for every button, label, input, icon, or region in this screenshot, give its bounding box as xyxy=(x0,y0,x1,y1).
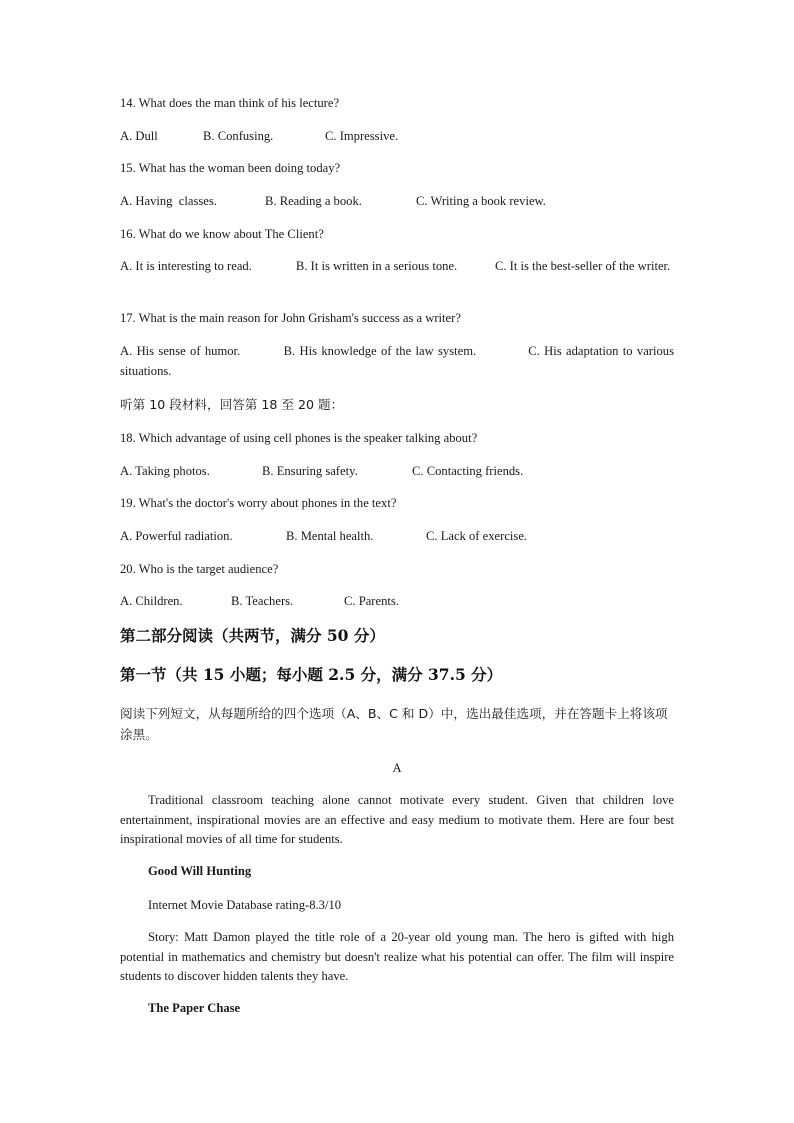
option-a: A. Having classes. xyxy=(120,194,217,208)
question-18-options xyxy=(120,462,680,481)
material-10-instruction: 听第 10 段材料，回答第 18 至 20 题： xyxy=(120,397,344,412)
movie-1-story: Story: Matt Damon played the title role of a 20-year old young man. The hero is gifted with high potential in mathematics and chemistry but doesn't realize what his potential can offer. The film will inspire students to discover hidden talents they have. xyxy=(120,930,674,983)
question-15-stem: 15. What has the woman been doing today? xyxy=(120,161,341,175)
question-20-options xyxy=(120,592,680,611)
question-14-options xyxy=(120,127,680,146)
option-b: B. Confusing. xyxy=(203,129,274,143)
movie-1-rating: Internet Movie Database rating-8.3/10 xyxy=(148,898,342,912)
section1-heading: 第一节（共 15 小题；每小题 2.5 分，满分 37.5 分） xyxy=(120,665,503,684)
question-20-stem: 20. Who is the target audience? xyxy=(120,562,279,576)
movie-2-title: The Paper Chase xyxy=(148,1001,241,1015)
option-a: A. Powerful radiation. xyxy=(120,529,233,543)
option-c: C. Writing a book review. xyxy=(416,194,546,208)
option-b: B. Ensuring safety. xyxy=(262,464,358,478)
question-16-options: A. It is interesting to read. B. It is written in a serious tone. C. It is the best-seller of the writer. xyxy=(120,259,671,273)
option-c: C. Impressive. xyxy=(325,129,399,143)
reading-instruction: 阅读下列短文，从每题所给的四个选项（A、B、C 和 D）中，选出最佳选项，并在答题卡上将该项涂黑。 xyxy=(120,706,668,742)
option-b: B. Teachers. xyxy=(231,594,294,608)
question-16-stem: 16. What do we know about The Client? xyxy=(120,227,324,241)
option-c: C. Parents. xyxy=(344,594,399,608)
option-c: C. Contacting friends. xyxy=(412,464,524,478)
passage-letter: A xyxy=(392,761,402,775)
question-17-stem: 17. What is the main reason for John Grisham's success as a writer? xyxy=(120,311,461,325)
option-a: A. Taking photos. xyxy=(120,464,210,478)
option-a: A. Dull xyxy=(120,129,158,143)
question-19-stem: 19. What's the doctor's worry about phones in the text? xyxy=(120,496,397,510)
passage-intro: Traditional classroom teaching alone cannot motivate every student. Given that children love entertainment, inspirational movies are an effective and easy medium to motivate them. Here are four best inspirational movies of all time for students. xyxy=(120,793,674,846)
option-b: B. Mental health. xyxy=(286,529,374,543)
question-18-stem: 18. Which advantage of using cell phones is the speaker talking about? xyxy=(120,431,478,445)
question-17-options: A. His sense of humor. B. His knowledge of the law system. C. His adaptation to various situations. xyxy=(120,344,678,378)
option-a: A. Children. xyxy=(120,594,183,608)
question-15-options xyxy=(120,192,680,211)
part2-heading: 第二部分阅读（共两节，满分 50 分） xyxy=(120,626,385,645)
question-14-stem: 14. What does the man think of his lecture? xyxy=(120,96,340,110)
option-b: B. Reading a book. xyxy=(265,194,362,208)
movie-1-title: Good Will Hunting xyxy=(148,864,252,878)
question-19-options xyxy=(120,527,680,546)
option-c: C. Lack of exercise. xyxy=(426,529,528,543)
